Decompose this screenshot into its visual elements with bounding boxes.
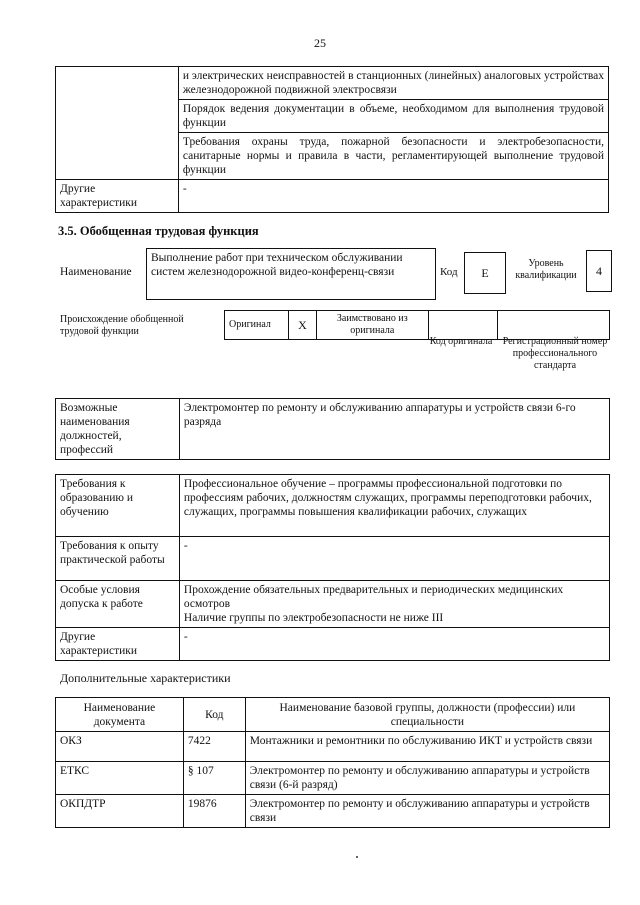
top-table-row: Порядок ведения документации в объеме, необходимом для выполнения трудовой функции [178,100,608,133]
code-original-caption: Код оригинала [429,336,493,347]
additional-cell: ОКЗ [56,732,184,762]
original-mark: X [288,311,316,340]
section-title: 3.5. Обобщенная трудовая функция [58,224,259,238]
scan-speck [356,856,358,858]
requirement-label: Требования к образованию и обучению [56,475,180,537]
additional-cell: Электромонтер по ремонту и обслуживанию аппаратуры и устройств связи (6-й разряд) [245,762,609,795]
additional-table [55,697,610,828]
top-table-empty-cell [56,67,179,180]
code-label: Код [440,266,458,278]
additional-header: Код [183,698,245,732]
requirement-value [179,581,609,628]
level-value-box: 4 [586,250,612,292]
top-table-row: и электрических неисправностей в станционных (линейных) аналоговых устройствах железнодорожной подвижной электросвязи [178,67,608,100]
additional-header: Наименование документа [56,698,184,732]
requirement-label: Особые условия допуска к работе [56,581,180,628]
additional-cell: ЕТКС [56,762,184,795]
original-label: Оригинал [225,311,289,340]
name-label: Наименование [60,266,132,278]
top-table-row: Требования охраны труда, пожарной безопасности и электробезопасности, санитарные нормы и правила в части, регламентирующей выполнение трудовой функции [178,133,608,180]
origin-label: Происхождение обобщенной трудовой функции [60,314,184,337]
additional-header: Наименование базовой группы, должности (профессии) или специальности [245,698,609,732]
additional-cell: ОКПДТР [56,795,184,828]
requirement-label: Другие характеристики [56,628,180,661]
top-table [55,66,609,213]
additional-cell: § 107 [183,762,245,795]
additional-cell: Электромонтер по ремонту и обслуживанию аппаратуры и устройств связи [245,795,609,828]
function-name-box: Выполнение работ при техническом обслуживании систем железнодорожной видео-конференц-связи [146,248,436,300]
requirement-line: Наличие группы по электробезопасности не ниже III [183,612,444,624]
reg-number-caption: Регистрационный номер профессионального стандарта [502,336,608,371]
positions-table [55,398,610,460]
requirement-value: - [179,628,609,661]
borrowed-label: Заимствовано из оригинала [316,311,428,340]
requirement-value: Профессиональное обучение – программы профессиональной подготовки по профессиям рабочих, должностям служащих, программы переподготовки рабочих, служащих, программы повышения квалификации рабочих, служащих [179,475,609,537]
requirement-value: - [179,537,609,581]
other-characteristics-value: - [178,180,608,213]
additional-cell: 7422 [183,732,245,762]
requirement-line: Прохождение обязательных предварительных и периодических медицинских осмотров [183,584,564,610]
code-value-box: Е [464,252,506,294]
additional-cell: 19876 [183,795,245,828]
requirement-label: Требования к опыту практической работы [56,537,180,581]
other-characteristics-label: Другие характеристики [56,180,179,213]
level-label: Уровень квалификации [515,258,577,281]
additional-cell: Монтажники и ремонтники по обслуживанию ИКТ и устройств связи [245,732,609,762]
requirements-table [55,474,610,661]
page-number: 25 [314,36,326,50]
positions-value: Электромонтер по ремонту и обслуживанию аппаратуры и устройств связи 6-го разряда [179,399,609,460]
additional-title: Дополнительные характеристики [60,671,231,685]
positions-label: Возможные наименования должностей, профессий [56,399,180,460]
